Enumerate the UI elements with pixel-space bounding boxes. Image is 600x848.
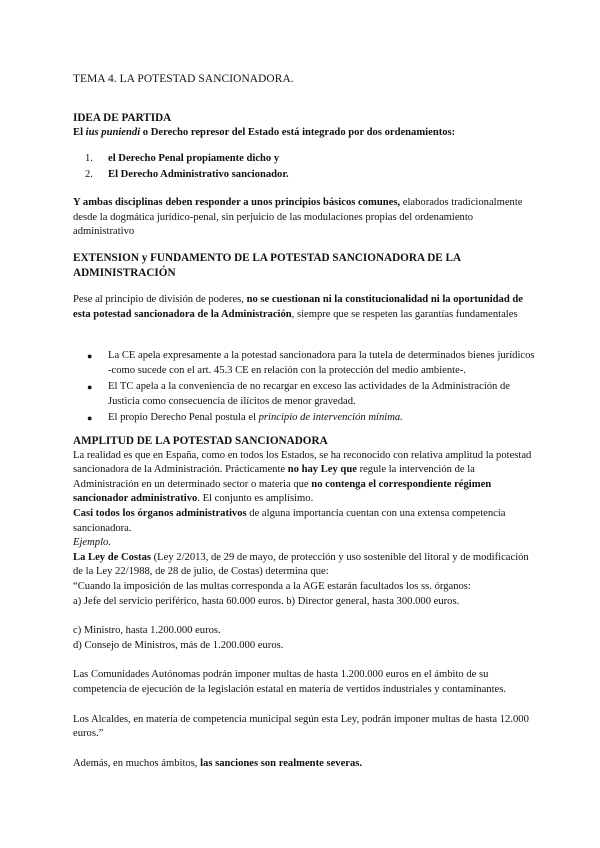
list-item xyxy=(73,349,535,378)
organos-paragraph xyxy=(73,507,535,536)
ley-costas-paragraph xyxy=(73,551,535,580)
intervencion-minima-term: principio de intervención mínima. xyxy=(258,412,403,424)
ley-costas-rest: (Ley 2/2013, de 29 de mayo, de protección y uso sostenible del litoral y de modificación de la Ley 22/1988, de 28 de julio, de Costas) determina que: xyxy=(73,551,529,578)
heading-amplitud: AMPLITUD DE LA POTESTAD SANCIONADORA xyxy=(73,435,328,447)
bullet-icon: ● xyxy=(87,382,93,393)
amplitud-section xyxy=(73,434,535,771)
principios-bold: Y ambas disciplinas deben responder a unos principios básicos comunes, xyxy=(73,197,401,208)
quote-line-4: d) Consejo de Ministros, más de 1.200.000 euros. xyxy=(73,639,284,651)
division-poderes-paragraph xyxy=(73,293,535,322)
ley-costas-bold: La Ley de Costas xyxy=(73,551,151,563)
quote-line-1: “Cuando la imposición de las multas corresponda a la AGE estarán facultados los ss. órganos: xyxy=(73,580,471,592)
bullet-icon: ● xyxy=(87,351,93,361)
idea-intro-start: El xyxy=(73,127,86,138)
comunidades-paragraph: Las Comunidades Autónomas podrán imponer multas de hasta 1.200.000 euros en el ámbito de su competencia de ejecución de la legislación estatal en materia de vertidos industriales y contaminantes. xyxy=(73,669,506,695)
alcaldes-paragraph: Los Alcaldes, en materia de competencia municipal según esta Ley, podrán imponer multas de hasta 12.000 euros.” xyxy=(73,713,529,740)
idea-intro-paragraph xyxy=(73,126,535,141)
ejemplo-label: Ejemplo. xyxy=(73,537,111,549)
bullet-text: La CE apela expresamente a la potestad sancionadora para la tutela de determinados bienes jurídicos -como sucede con el art. 45.3 CE en relación con la protección del medio ambiente-. xyxy=(108,350,535,376)
fundamento-bullets xyxy=(73,349,535,426)
amplitud-p1-e: . El conjunto es amplísimo. xyxy=(197,493,314,505)
quote-line-3: c) Ministro, hasta 1.200.000 euros. xyxy=(73,625,221,637)
division-bold: no se cuestionan ni la constitucionalidad ni la oportunidad de esta potestad sancionadora de la Administración xyxy=(73,294,523,320)
list-item xyxy=(73,168,533,184)
idea-intro-end: o Derecho represor del Estado está integrado por dos ordenamientos: xyxy=(140,127,456,138)
bullet-icon: ● xyxy=(87,413,93,424)
division-start: Pese al principio de división de poderes, xyxy=(73,294,247,305)
amplitud-paragraph xyxy=(73,449,535,507)
bullet-text-start: El propio Derecho Penal postula el xyxy=(108,412,259,424)
list-item-text: el Derecho Penal propiamente dicho y xyxy=(108,153,280,164)
document-title: TEMA 4. LA POTESTAD SANCIONADORA. xyxy=(73,73,294,85)
principios-paragraph xyxy=(73,196,535,240)
amplitud-p1-d: no contenga el correspondiente régimen sancionador administrativo xyxy=(73,478,492,505)
sanciones-start: Además, en muchos ámbitos, xyxy=(73,757,201,769)
division-end: , siempre que se respeten las garantías fundamentales xyxy=(291,308,518,320)
list-item xyxy=(73,152,533,168)
list-item-number: 1. xyxy=(85,153,93,164)
ordenamientos-list xyxy=(73,152,533,184)
quote-line-2: a) Jefe del servicio periférico, hasta 60.000 euros. b) Director general, hasta 300.000 euros. xyxy=(73,595,460,607)
list-item-text: El Derecho Administrativo sancionador. xyxy=(108,169,289,180)
heading-idea-de-partida: IDEA DE PARTIDA xyxy=(73,112,172,124)
sanciones-paragraph xyxy=(73,757,535,772)
amplitud-p1-c: regule la intervención de la Administración en un determinado sector o materia que xyxy=(73,464,475,490)
list-item xyxy=(73,380,535,409)
organos-rest: de alguna importancia cuentan con una extensa competencia sancionadora. xyxy=(73,507,506,534)
principios-rest: elaborados tradicionalmente desde la dogmática jurídico-penal, sin perjuicio de las modulaciones propias del ordenamiento administrativo xyxy=(73,197,523,238)
sanciones-bold: las sanciones son realmente severas. xyxy=(200,757,363,769)
heading-extension-fundamento: EXTENSION y FUNDAMENTO DE LA POTESTAD SANCIONADORA DE LA ADMINISTRACIÓN xyxy=(73,252,461,279)
ius-puniendi-term: ius puniendi xyxy=(85,127,141,138)
bullet-text: El TC apela a la conveniencia de no recargar en exceso las actividades de la Administración de Justicia como consecuencia de ilícitos de menor gravedad. xyxy=(108,381,511,407)
list-item-number: 2. xyxy=(85,169,93,180)
list-item xyxy=(73,411,535,426)
amplitud-p1-b: no hay Ley que xyxy=(287,464,357,476)
organos-bold: Casi todos los órganos administrativos xyxy=(73,507,247,519)
amplitud-p1-a: La realidad es que en España, como en todos los Estados, se ha reconocido con relativa amplitud la potestad sancionadora de la Administración. Prácticamente xyxy=(73,449,532,476)
